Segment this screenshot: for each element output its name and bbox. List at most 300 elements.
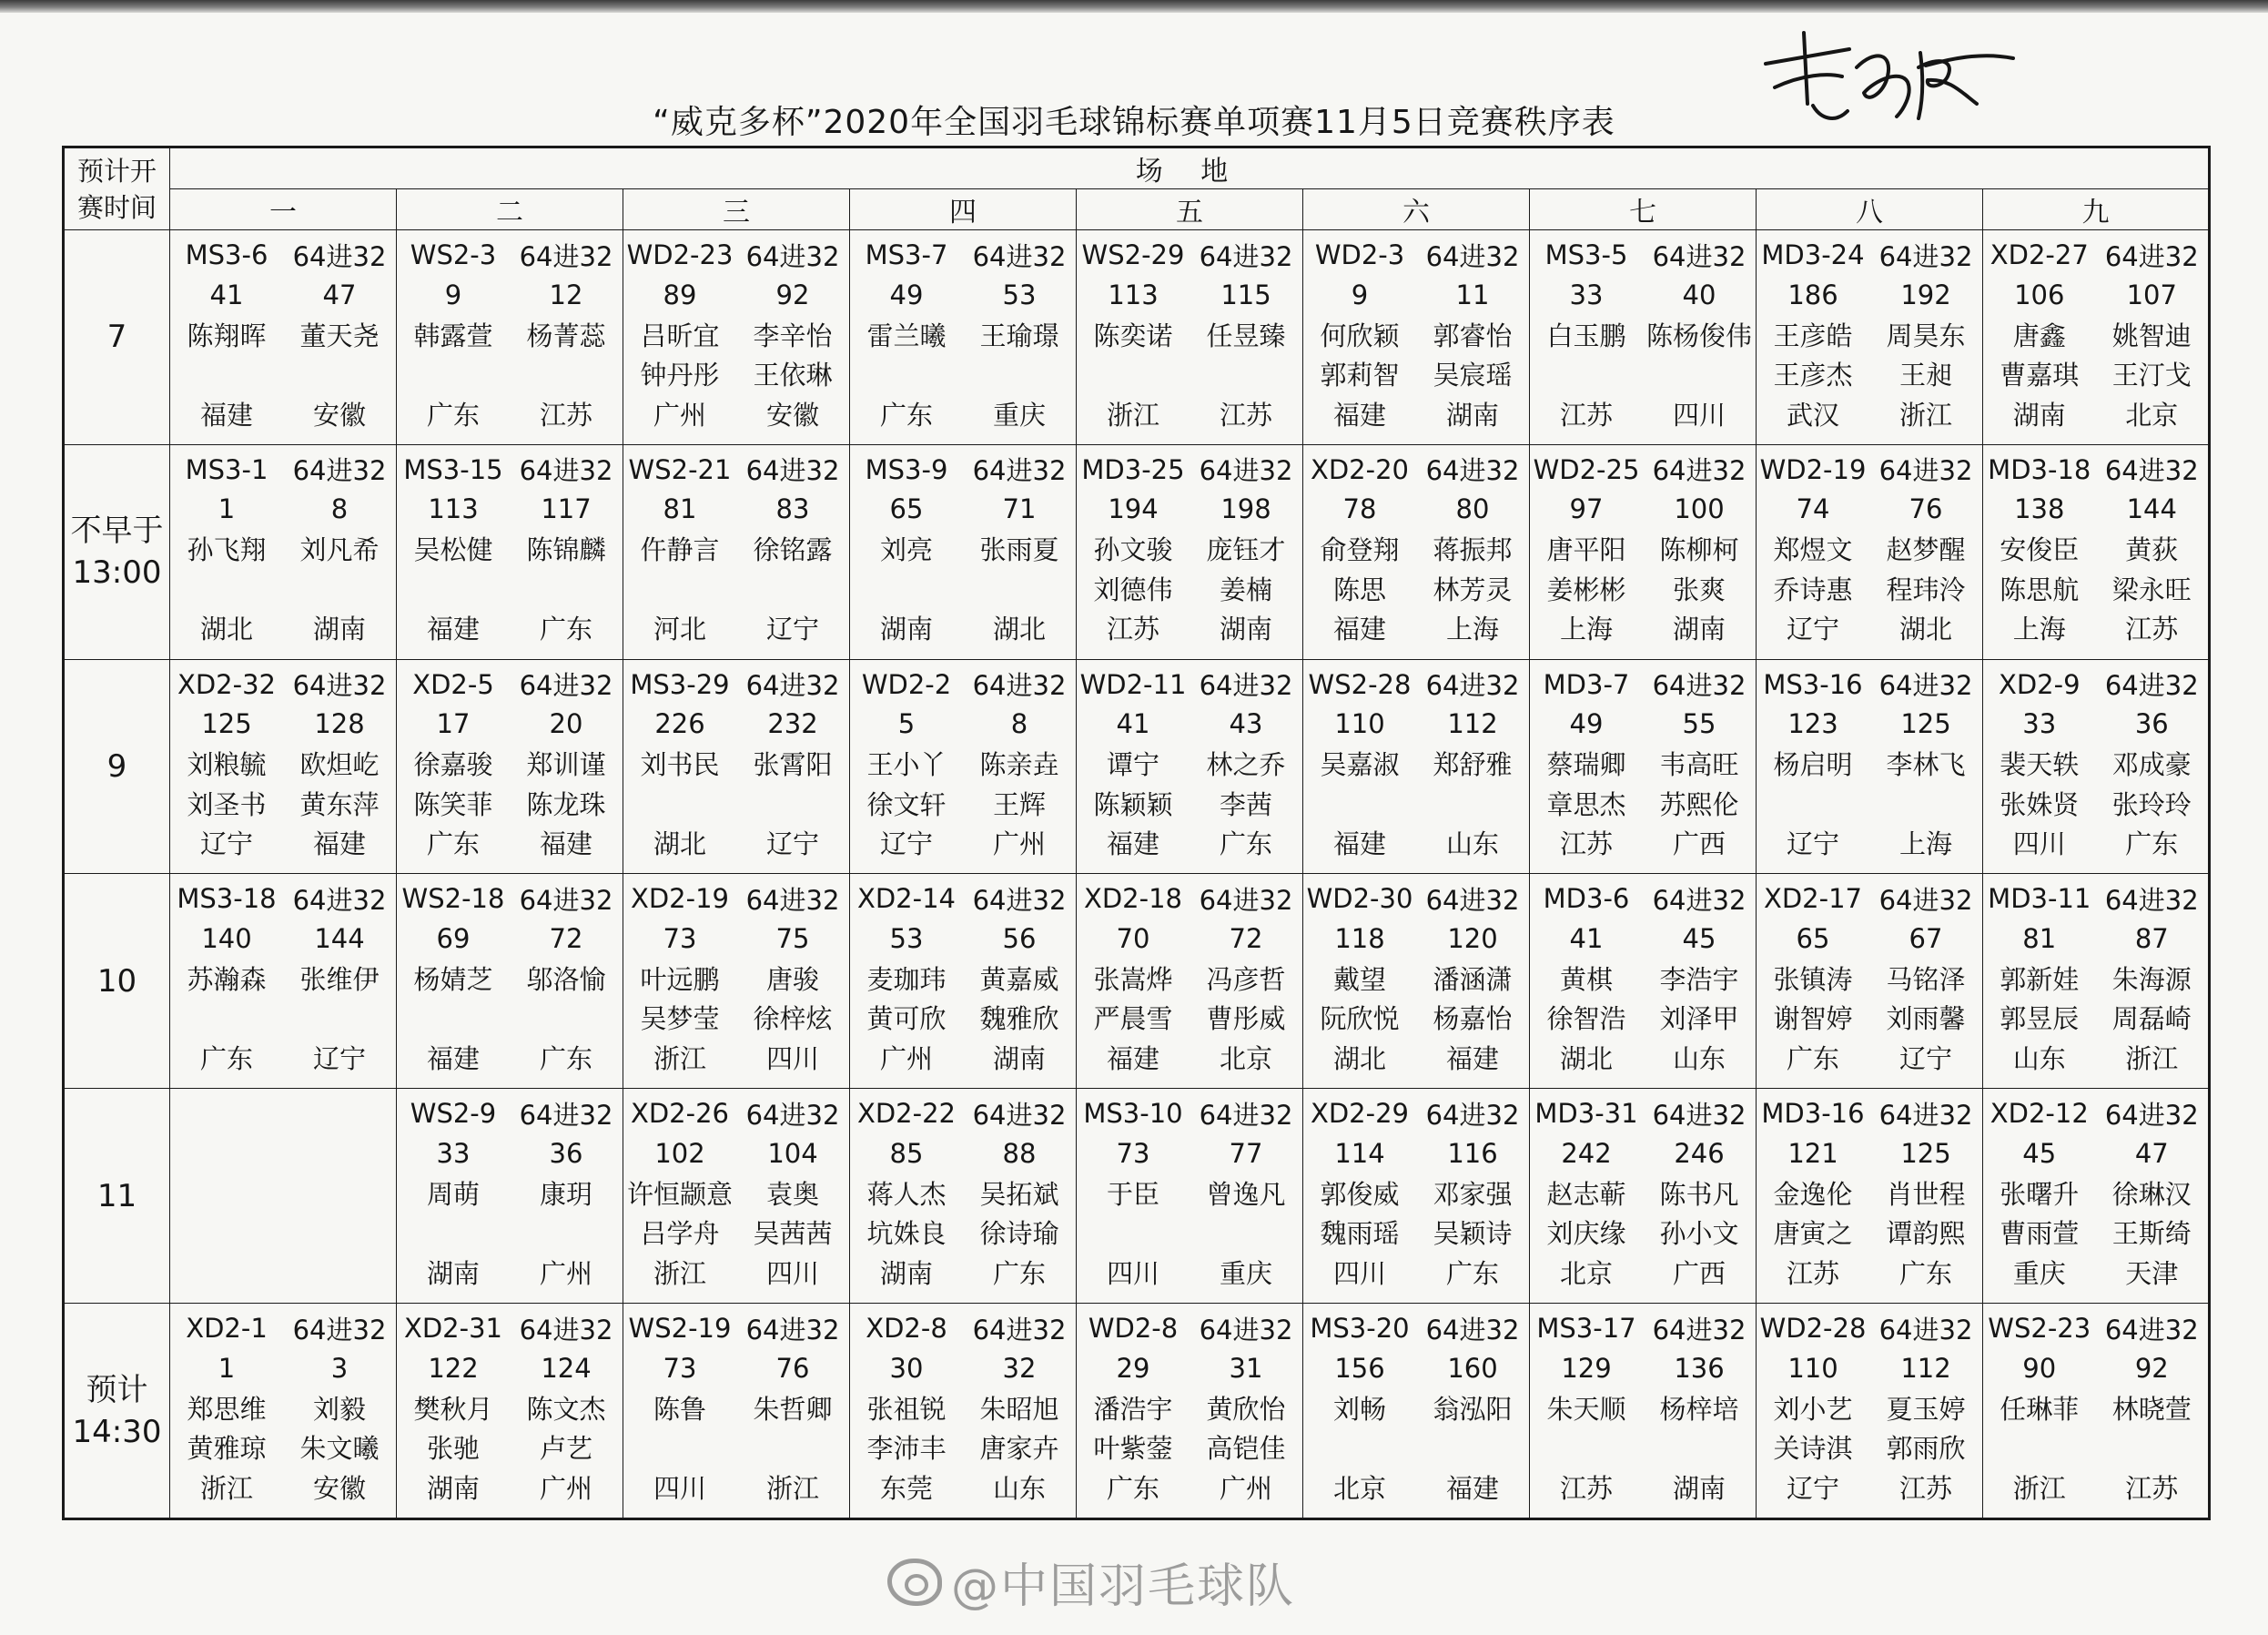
event-line-left: MS3-1 xyxy=(185,453,268,485)
team-line-left: 上海 xyxy=(1559,614,1613,645)
event-line xyxy=(1983,236,2208,274)
team-line xyxy=(623,1467,849,1506)
number-line xyxy=(1983,1349,2208,1387)
player-line-left: 任琳菲 xyxy=(2000,1393,2080,1425)
team-line-left: 福建 xyxy=(426,614,480,645)
team-line-right: 广州 xyxy=(1219,1472,1272,1504)
event-line xyxy=(850,879,1076,918)
number-line xyxy=(1983,919,2208,958)
match-block xyxy=(1077,445,1302,655)
partner-line-left: 张驰 xyxy=(426,1433,480,1465)
weibo-icon xyxy=(887,1559,942,1606)
number-line-left: 138 xyxy=(2014,493,2065,525)
team-line xyxy=(1077,824,1302,862)
partner-line-left: 黄可欣 xyxy=(866,1003,947,1035)
player-line-right: 庞钰才 xyxy=(1206,534,1286,566)
number-line xyxy=(397,1349,623,1387)
team-line-left: 广东 xyxy=(426,828,480,860)
team-line xyxy=(1303,394,1529,432)
player-line xyxy=(1077,530,1302,568)
event-line xyxy=(170,879,396,918)
team-line-left: 福建 xyxy=(426,1042,480,1074)
event-line xyxy=(1983,1094,2208,1132)
number-line xyxy=(1757,919,1982,958)
team-line xyxy=(1303,609,1529,647)
match-cell-court-8 xyxy=(1757,874,1983,1089)
partner-line xyxy=(623,1428,849,1467)
player-line xyxy=(1757,530,1982,568)
partner-line-left: 陈颖颖 xyxy=(1093,788,1173,820)
team-line-left: 江苏 xyxy=(1559,1472,1613,1504)
match-block xyxy=(1530,1089,1756,1298)
team-line xyxy=(170,824,396,862)
number-line xyxy=(1757,705,1982,743)
partner-line-right: 苏熙伦 xyxy=(1659,788,1739,820)
event-line-left: WD2-28 xyxy=(1759,1313,1867,1345)
time-header xyxy=(64,147,170,230)
partner-line-left: 唐寅之 xyxy=(1773,1218,1853,1250)
number-line-right: 128 xyxy=(314,708,365,740)
event-line-left: XD2-19 xyxy=(630,883,729,915)
team-line-left: 浙江 xyxy=(199,1472,253,1504)
partner-line xyxy=(1530,999,1756,1037)
partner-line-left: 王彦杰 xyxy=(1773,360,1853,391)
event-line-right: 64进32 xyxy=(972,1099,1067,1131)
number-line-right: 77 xyxy=(1229,1137,1263,1169)
event-line-right: 64进32 xyxy=(519,455,613,487)
team-line xyxy=(1757,824,1982,862)
number-line xyxy=(850,1349,1076,1387)
match-cell-court-9 xyxy=(1983,874,2210,1089)
number-line-left: 89 xyxy=(663,279,697,310)
team-line xyxy=(1077,1467,1302,1506)
team-line xyxy=(397,609,623,647)
match-cell-court-1 xyxy=(170,659,397,874)
event-line-left: WS2-3 xyxy=(410,239,497,270)
court-header-4: 四 xyxy=(850,189,1077,230)
event-line-right: 64进32 xyxy=(1425,1099,1520,1131)
number-line-left: 118 xyxy=(1334,922,1385,954)
number-line xyxy=(1757,1134,1982,1173)
partner-line xyxy=(1983,1428,2208,1467)
team-line-left: 浙江 xyxy=(653,1257,706,1289)
match-cell-court-2 xyxy=(397,874,623,1089)
player-line-left: 张嵩烨 xyxy=(1093,963,1173,995)
team-line xyxy=(850,1253,1076,1291)
match-cell-court-2 xyxy=(397,659,623,874)
player-line-left: 谭宁 xyxy=(1106,749,1159,781)
number-line-right: 76 xyxy=(1909,493,1943,525)
start-time-text: 13:00 xyxy=(72,554,162,592)
number-line-right: 40 xyxy=(1682,279,1716,310)
team-line xyxy=(850,824,1076,862)
match-block xyxy=(1757,874,1982,1083)
match-block xyxy=(397,445,623,655)
player-line-left: 王小丫 xyxy=(866,749,947,781)
team-line-right: 四川 xyxy=(1672,399,1726,431)
match-block xyxy=(1757,445,1982,655)
partner-line-right: 王依琳 xyxy=(753,360,833,391)
number-line xyxy=(850,276,1076,314)
number-line-left: 65 xyxy=(889,493,924,525)
match-cell-court-1 xyxy=(170,1304,397,1519)
match-cell-court-7 xyxy=(1530,874,1757,1089)
match-block xyxy=(850,874,1076,1083)
event-line-left: XD2-17 xyxy=(1763,883,1862,915)
player-line-left: 吴松健 xyxy=(413,534,493,566)
player-line-left: 孙飞翔 xyxy=(187,534,267,566)
number-line-right: 47 xyxy=(322,279,357,310)
match-cell-court-7 xyxy=(1530,659,1757,874)
team-line xyxy=(1530,609,1756,647)
match-block xyxy=(1077,1304,1302,1513)
court-header-7: 七 xyxy=(1530,189,1757,230)
team-line-left: 辽宁 xyxy=(1786,614,1839,645)
event-line-right: 64进32 xyxy=(292,1314,387,1346)
team-line xyxy=(1530,824,1756,862)
event-line-left: WS2-19 xyxy=(628,1313,732,1345)
number-line-right: 80 xyxy=(1455,493,1490,525)
team-line xyxy=(170,394,396,432)
event-line xyxy=(1303,879,1529,918)
number-line xyxy=(170,276,396,314)
number-line-right: 11 xyxy=(1455,279,1490,310)
partner-line-right: 杨嘉怡 xyxy=(1433,1003,1513,1035)
team-line-left: 四川 xyxy=(653,1472,706,1504)
player-line-left: 吕昕宜 xyxy=(640,320,720,351)
player-line-left: 陈奕诺 xyxy=(1093,320,1173,351)
event-line-right: 64进32 xyxy=(2104,455,2199,487)
team-line xyxy=(1530,1253,1756,1291)
number-line-left: 49 xyxy=(889,279,924,310)
partner-line xyxy=(623,999,849,1037)
team-line-left: 广东 xyxy=(1106,1472,1159,1504)
match-cell-court-1 xyxy=(170,1089,397,1304)
team-line-left: 江苏 xyxy=(1559,399,1613,431)
player-line xyxy=(1303,530,1529,568)
court-header-9: 九 xyxy=(1983,189,2210,230)
event-line xyxy=(623,1309,849,1347)
number-line xyxy=(1077,1349,1302,1387)
match-cell-court-4 xyxy=(850,1089,1077,1304)
number-line xyxy=(1530,490,1756,528)
number-line-left: 123 xyxy=(1787,708,1838,740)
team-line-right: 广州 xyxy=(539,1472,592,1504)
number-line-right: 112 xyxy=(1900,1352,1951,1384)
player-line-left: 叶远鹏 xyxy=(640,963,720,995)
team-line-right: 北京 xyxy=(1219,1042,1272,1074)
partner-line-right: 陈龙珠 xyxy=(526,788,606,820)
partner-line xyxy=(1983,569,2208,607)
partner-line-left: 刘庆缘 xyxy=(1546,1218,1626,1250)
event-line xyxy=(1757,665,1982,704)
event-line xyxy=(1077,451,1302,489)
team-line xyxy=(1757,1253,1982,1291)
event-line xyxy=(170,1309,396,1347)
event-line-left: MS3-6 xyxy=(185,239,268,270)
partner-line-left: 章思杰 xyxy=(1546,788,1626,820)
number-line-left: 5 xyxy=(897,708,916,740)
player-line xyxy=(623,1388,849,1427)
event-line-right: 64进32 xyxy=(519,240,613,272)
team-line xyxy=(1983,394,2208,432)
team-line-left: 湖南 xyxy=(879,1257,933,1289)
team-line-left: 广州 xyxy=(879,1042,933,1074)
team-line xyxy=(623,609,849,647)
player-line-right: 徐琳汉 xyxy=(2111,1178,2192,1210)
partner-line-right: 吴茜茜 xyxy=(753,1218,833,1250)
number-line-right: 56 xyxy=(1002,922,1037,954)
number-line-right: 92 xyxy=(775,279,810,310)
team-line-right: 江苏 xyxy=(2125,614,2179,645)
event-line-right: 64进32 xyxy=(1199,1099,1293,1131)
number-line-right: 87 xyxy=(2134,922,2169,954)
number-line-left: 78 xyxy=(1342,493,1377,525)
player-line xyxy=(850,1173,1076,1212)
number-line-right: 8 xyxy=(330,493,349,525)
player-line-right: 林晓萱 xyxy=(2111,1393,2192,1425)
player-line-left: 陈翔晖 xyxy=(187,320,267,351)
match-block xyxy=(850,445,1076,655)
event-line-right: 64进32 xyxy=(745,1314,840,1346)
team-line-left: 福建 xyxy=(1332,399,1386,431)
partner-line xyxy=(1757,569,1982,607)
start-time-cell xyxy=(64,230,170,445)
player-line xyxy=(1303,1173,1529,1212)
partner-line xyxy=(1303,999,1529,1037)
player-line xyxy=(1303,745,1529,783)
player-line-right: 李辛怡 xyxy=(753,320,833,351)
match-cell-court-7 xyxy=(1530,444,1757,659)
player-line-left: 杨婧芝 xyxy=(413,963,493,995)
player-line-left: 白玉鹏 xyxy=(1546,320,1626,351)
player-line xyxy=(1077,1173,1302,1212)
number-line-left: 121 xyxy=(1787,1137,1838,1169)
partner-line-right: 周磊崎 xyxy=(2111,1003,2192,1035)
number-line-right: 83 xyxy=(775,493,810,525)
partner-line-right: 刘泽甲 xyxy=(1659,1003,1739,1035)
team-line xyxy=(1530,1467,1756,1506)
match-cell-court-8 xyxy=(1757,230,1983,445)
number-line xyxy=(170,1134,396,1173)
match-cell-court-9 xyxy=(1983,230,2210,445)
event-line-right: 64进32 xyxy=(972,884,1067,916)
player-line-left: 郑煜文 xyxy=(1773,534,1853,566)
partner-line xyxy=(1303,1214,1529,1252)
number-line-left: 81 xyxy=(663,493,697,525)
player-line-right: 陈书凡 xyxy=(1659,1178,1739,1210)
player-line-right: 邬洛愉 xyxy=(526,963,606,995)
partner-line-right: 姜楠 xyxy=(1219,574,1272,605)
team-line-right: 北京 xyxy=(2125,399,2179,431)
number-line-left: 129 xyxy=(1561,1352,1612,1384)
event-line xyxy=(1757,236,1982,274)
number-line xyxy=(1077,490,1302,528)
match-block xyxy=(623,445,849,655)
player-line-right: 潘涵潇 xyxy=(1433,963,1513,995)
number-line-left: 97 xyxy=(1569,493,1604,525)
event-line-right: 64进32 xyxy=(972,1314,1067,1346)
time-header-line-2: 赛时间 xyxy=(76,191,157,223)
number-line xyxy=(1303,276,1529,314)
player-line-left: 朱天顺 xyxy=(1546,1393,1626,1425)
partner-line xyxy=(1530,1428,1756,1467)
partner-line-right: 卢艺 xyxy=(539,1433,592,1465)
player-line xyxy=(623,959,849,997)
player-line-left: 张曙升 xyxy=(2000,1178,2080,1210)
partner-line-right: 王汀戈 xyxy=(2111,360,2192,391)
team-line xyxy=(1757,609,1982,647)
number-line-left: 41 xyxy=(1116,708,1150,740)
event-line xyxy=(1530,451,1756,489)
match-cell-court-5 xyxy=(1077,230,1303,445)
number-line-left: 30 xyxy=(889,1352,924,1384)
event-line xyxy=(397,451,623,489)
team-line xyxy=(623,1038,849,1076)
number-line-right: 104 xyxy=(767,1137,818,1169)
match-block xyxy=(1983,660,2208,869)
partner-line xyxy=(1757,1214,1982,1252)
event-line-left: MD3-24 xyxy=(1761,239,1865,270)
number-line xyxy=(1530,1134,1756,1173)
match-block xyxy=(397,874,623,1083)
team-line-left: 武汉 xyxy=(1786,399,1839,431)
match-block xyxy=(170,1304,396,1513)
match-cell-court-2 xyxy=(397,1089,623,1304)
team-line-right: 江苏 xyxy=(2125,1472,2179,1504)
partner-line-left: 曹嘉琪 xyxy=(2000,360,2080,391)
team-line-left: 河北 xyxy=(653,614,706,645)
team-line-right: 辽宁 xyxy=(765,828,819,860)
match-block xyxy=(1983,1304,2208,1513)
event-line-left: XD2-20 xyxy=(1310,453,1409,485)
event-line-left: MD3-16 xyxy=(1761,1098,1865,1130)
number-line-right: 144 xyxy=(314,922,365,954)
team-line-left: 四川 xyxy=(1106,1257,1159,1289)
number-line xyxy=(623,276,849,314)
player-line-right: 唐骏 xyxy=(765,963,819,995)
number-line-right: 100 xyxy=(1674,493,1725,525)
player-line xyxy=(170,1388,396,1427)
number-line xyxy=(1077,705,1302,743)
partner-line xyxy=(623,784,849,822)
player-line-left: 韩露萱 xyxy=(413,320,493,351)
partner-line xyxy=(850,999,1076,1037)
event-line-right: 64进32 xyxy=(1425,240,1520,272)
partner-line-right: 林芳灵 xyxy=(1433,574,1513,605)
venue-header: 场 地 xyxy=(170,147,2210,189)
match-cell-court-6 xyxy=(1303,444,1530,659)
team-line-left: 四川 xyxy=(2012,828,2066,860)
team-line-right: 湖南 xyxy=(1672,1472,1726,1504)
event-line-right: 64进32 xyxy=(1425,884,1520,916)
team-line-left: 北京 xyxy=(1332,1472,1386,1504)
match-cell-court-6 xyxy=(1303,659,1530,874)
team-line-right: 辽宁 xyxy=(312,1042,366,1074)
partner-line xyxy=(1983,999,2208,1037)
event-line-left: MS3-20 xyxy=(1310,1313,1410,1345)
player-line-right: 林之乔 xyxy=(1206,749,1286,781)
number-line xyxy=(397,276,623,314)
number-line-right: 192 xyxy=(1900,279,1951,310)
team-line xyxy=(1303,1253,1529,1291)
event-line xyxy=(850,236,1076,274)
number-line-right: 246 xyxy=(1674,1137,1725,1169)
player-line-left: 刘粮毓 xyxy=(187,749,267,781)
team-line-right: 广东 xyxy=(992,1257,1046,1289)
match-block xyxy=(397,660,623,869)
player-line-right: 杨梓培 xyxy=(1659,1393,1739,1425)
start-time-cell xyxy=(64,444,170,659)
player-line xyxy=(1303,1388,1529,1427)
event-line xyxy=(1757,1094,1982,1132)
team-line xyxy=(1303,1467,1529,1506)
number-line xyxy=(1530,705,1756,743)
match-block xyxy=(623,230,849,440)
team-line-right: 江苏 xyxy=(1219,399,1272,431)
team-line-left: 浙江 xyxy=(653,1042,706,1074)
number-line xyxy=(1757,490,1982,528)
court-header-6: 六 xyxy=(1303,189,1530,230)
partner-line-right: 刘雨馨 xyxy=(1886,1003,1966,1035)
partner-line-left: 姜彬彬 xyxy=(1546,574,1626,605)
number-line-left: 73 xyxy=(663,922,697,954)
match-block xyxy=(1530,1304,1756,1513)
number-line-right: 36 xyxy=(2134,708,2169,740)
team-line-left: 湖南 xyxy=(879,614,933,645)
match-cell-court-3 xyxy=(623,444,850,659)
team-line-left: 重庆 xyxy=(2012,1257,2066,1289)
partner-line-right: 谭韵熙 xyxy=(1886,1218,1966,1250)
scan-edge xyxy=(0,0,2268,13)
player-line-left: 仵静言 xyxy=(640,534,720,566)
player-line xyxy=(1530,745,1756,783)
player-line xyxy=(1530,1388,1756,1427)
partner-line-left: 徐文轩 xyxy=(866,788,947,820)
player-line-right: 邓成豪 xyxy=(2111,749,2192,781)
player-line-right: 曾逸凡 xyxy=(1206,1178,1286,1210)
match-cell-court-5 xyxy=(1077,874,1303,1089)
match-block xyxy=(1077,1089,1302,1298)
player-line-left: 安俊臣 xyxy=(2000,534,2080,566)
match-block xyxy=(623,1089,849,1298)
team-line xyxy=(1077,609,1302,647)
number-line-left: 122 xyxy=(428,1352,479,1384)
partner-line-right: 王辉 xyxy=(992,788,1046,820)
team-line xyxy=(850,1467,1076,1506)
start-time-text: 7 xyxy=(106,319,127,356)
team-line xyxy=(397,824,623,862)
event-line-right: 64进32 xyxy=(1199,240,1293,272)
player-line xyxy=(170,530,396,568)
team-line-right: 山东 xyxy=(1672,1042,1726,1074)
partner-line-right: 魏雅欣 xyxy=(979,1003,1059,1035)
player-line-left: 周萌 xyxy=(426,1178,480,1210)
event-line-left: WS2-9 xyxy=(410,1098,497,1130)
match-block xyxy=(1077,660,1302,869)
event-line-left: WS2-28 xyxy=(1308,668,1412,700)
match-cell-court-4 xyxy=(850,874,1077,1089)
player-line-left: 潘浩宇 xyxy=(1093,1393,1173,1425)
player-line-right: 邓家强 xyxy=(1433,1178,1513,1210)
event-line-right: 64进32 xyxy=(972,670,1067,702)
match-block xyxy=(1530,874,1756,1083)
player-line-left: 孙文骏 xyxy=(1093,534,1173,566)
player-line-left: 郭俊威 xyxy=(1320,1178,1400,1210)
team-line-right: 四川 xyxy=(765,1042,819,1074)
event-line-right: 64进32 xyxy=(1652,670,1747,702)
event-line-right: 64进32 xyxy=(2104,670,2199,702)
